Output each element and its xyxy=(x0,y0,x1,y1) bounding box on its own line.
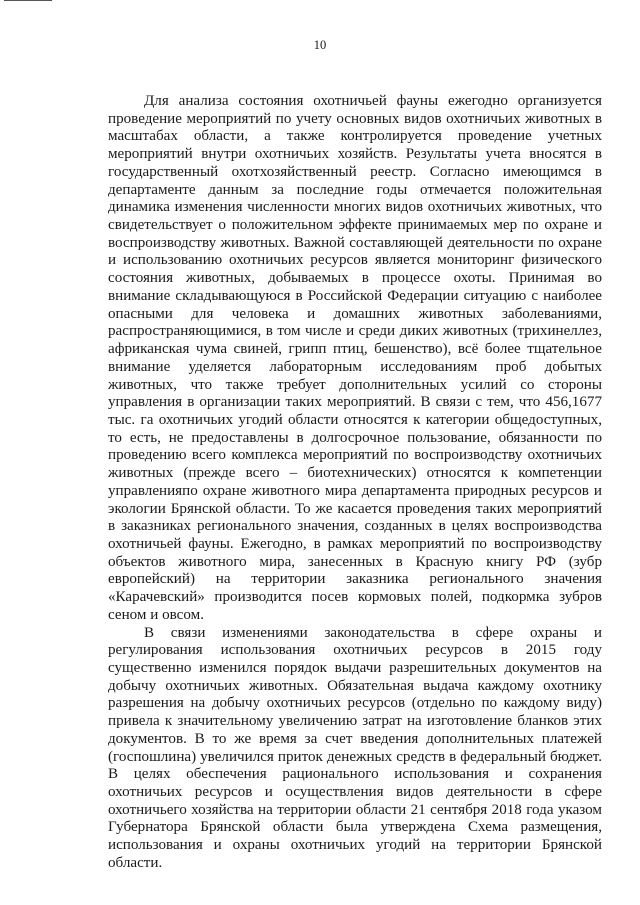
page-number: 10 xyxy=(313,38,327,52)
scan-edge-mark xyxy=(4,0,52,2)
paragraph-legislation-changes: В связи изменениями законодательства в сфере охраны и регулирования использования охотничьих ресурсов в 2015 году существенно изменился порядок выдачи разрешительных документов на добычу охотничьих животных. Обязательная выдача каждому охотнику разрешения на добычу охотничьих ресурсов (отдельно по каждому виду) привела к значительному увеличению затрат на изготовление бланков этих документов. В то же время за счет введения дополнительных платежей (госпошлина) увеличился приток денежных средств в федеральный бюджет. В целях обеспечения рационального использования и сохранения охотничьих ресурсов и осуществления видов деятельности в сфере охотничьего хозяйства на территории области 21 сентября 2018 года указом Губернатора Брянской области была утверждена Схема размещения, использования и охраны охотничьих угодий на территории Брянской области. xyxy=(108,624,602,871)
paragraph-hunting-fauna-monitoring: Для анализа состояния охотничьей фауны ежегодно организуется проведение мероприятий по учету основных видов охотничьих животных в масштабах области, а также контролируется проведение учетных мероприятий внутри охотничьих хозяйств. Результаты учета вносятся в государственный охотхозяйственный реестр. Согласно имеющимся в департаменте данным за последние годы отмечается положительная динамика изменения численности многих видов охотничьих животных, что свидетельствует о положительном эффекте принимаемых мер по охране и воспроизводству животных. Важной составляющей деятельности по охране и использованию охотничьих ресурсов является мониторинг физического состояния животных, добываемых в процессе охоты. Принимая во внимание складывающуюся в Российской Федерации ситуацию с наиболее опасными для человека и домашних животных заболеваниями, распространяющимися, в том числе и среди диких животных (трихинеллез, африканская чума свиней, грипп птиц, бешенство), всё более тщательное внимание уделяется лабораторным исследованиям проб добытых животных, что также требует дополнительных усилий со стороны управления в организации таких мероприятий. В связи с тем, что 456,1677 тыс. га охотничьих угодий области относятся к категории общедоступных, то есть, не предоставлены в долгосрочное пользование, обязанности по проведению всего комплекса мероприятий по воспроизводству охотничьих животных (прежде всего – биотехнических) относятся к компетенции управленияпо охране животного мира департамента природных ресурсов и экологии Брянской области. То же касается проведения таких мероприятий в заказниках регионального значения, созданных в целях воспроизводства охотничьей фауны. Ежегодно, в рамках мероприятий по воспроизводству объектов животного мира, занесенных в Красную книгу РФ (зубр европейский) на территории заказника регионального значения «Карачевский» производится посев кормовых полей, подкормка зубров сеном и овсом. xyxy=(108,93,602,623)
document-body xyxy=(108,93,602,873)
